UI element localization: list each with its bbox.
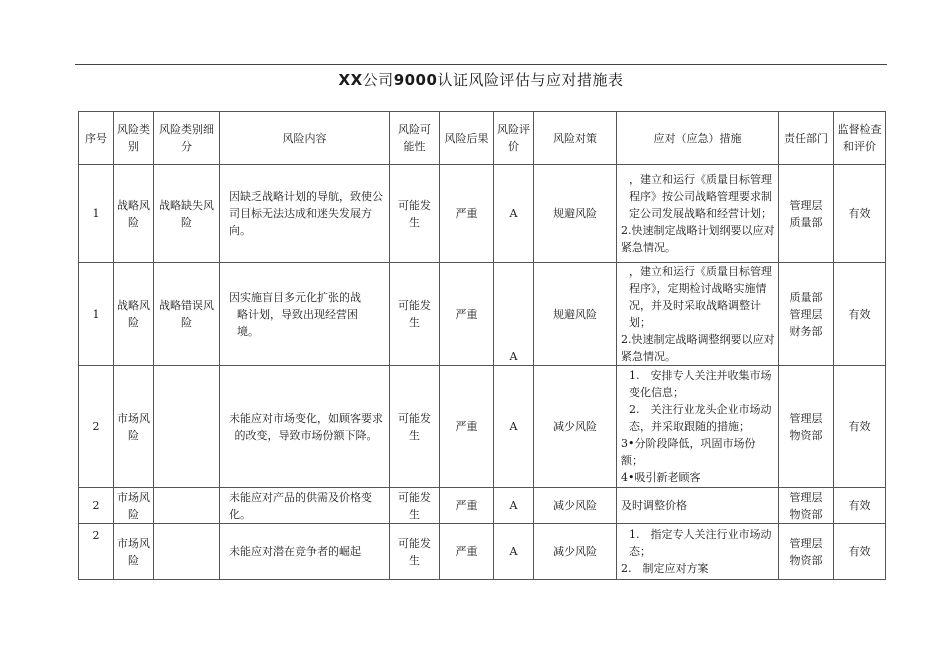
- cell-review: 有效: [834, 524, 886, 580]
- measure-line: 1. 安排专人关注并收集市场变化信息；: [629, 369, 772, 399]
- cell-measures: [617, 524, 779, 580]
- cell-dept: [779, 263, 834, 366]
- header-strategy: 风险对策: [534, 112, 617, 165]
- document-title: [75, 69, 887, 90]
- dept-line: 物资部: [789, 428, 823, 442]
- cell-content: 因缺乏战略计划的导航，致使公司目标无法达成和迷失发展方向。: [220, 165, 390, 263]
- cell-review: 有效: [834, 165, 886, 263]
- measure-line: 4•吸引新老顾客: [621, 471, 701, 484]
- table-row: [79, 263, 886, 366]
- cell-content: 未能应对产品的供需及价格变化。: [220, 488, 390, 524]
- header-rule: [75, 64, 887, 65]
- cell-subcategory: 战略错误风险: [154, 263, 220, 366]
- measure-line: ，建立和运行《质量目标管理程序》按公司战略管理要求制定公司发展战略和经营计划；: [629, 173, 772, 220]
- dept-line: 管理层: [789, 198, 823, 212]
- title-company: 公司: [362, 71, 394, 89]
- cell-seq: 2: [79, 488, 114, 524]
- measure-line: 2.快速制定战略调整纲要以应对紧急情况。: [621, 333, 775, 363]
- cell-consequence: 严重: [440, 524, 494, 580]
- cell-consequence: 严重: [440, 263, 494, 366]
- cell-review: 有效: [834, 366, 886, 488]
- dept-line: 管理层: [789, 307, 823, 321]
- cell-likelihood: 可能发生: [390, 488, 440, 524]
- cell-consequence: 严重: [440, 165, 494, 263]
- cell-measures: [617, 366, 779, 488]
- measure-line: 及时调整价格: [621, 499, 687, 512]
- dept-line: 管理层: [789, 490, 823, 504]
- cell-subcategory: [154, 488, 220, 524]
- measure-line: 2. 制定应对方案: [621, 562, 709, 575]
- cell-seq: 2: [79, 366, 114, 488]
- header-review: 监督检查和评价: [834, 112, 886, 165]
- content-line: 略计划，导致出现经营困: [237, 307, 358, 321]
- table-row: [79, 165, 886, 263]
- measure-line: ，建立和运行《质量目标管理程序》，定期检讨战略实施情况，并及时采取战略调整计划；: [629, 265, 772, 329]
- header-subcategory: 风险类别细分: [154, 112, 220, 165]
- dept-line: 质量部: [789, 290, 823, 304]
- cell-review: 有效: [834, 263, 886, 366]
- cell-strategy: 规避风险: [534, 165, 617, 263]
- cell-likelihood: 可能发生: [390, 366, 440, 488]
- header-consequence: 风险后果: [440, 112, 494, 165]
- cell-rating: A: [494, 263, 534, 366]
- cell-subcategory: [154, 524, 220, 580]
- cell-category: 市场风险: [114, 366, 154, 488]
- cell-dept: [779, 524, 834, 580]
- header-row: [79, 112, 886, 165]
- table-row: [79, 524, 886, 580]
- cell-consequence: 严重: [440, 366, 494, 488]
- measure-line: 1. 指定专人关注行业市场动态；: [629, 528, 772, 558]
- title-rest: 认证风险评估与应对措施表: [437, 71, 624, 89]
- measure-line: 2.快速制定战略计划纲要以应对紧急情况。: [621, 224, 775, 254]
- title-prefix: XX: [338, 71, 363, 89]
- measure-line: 2. 关注行业龙头企业市场动态，并采取跟随的措施；: [629, 403, 772, 433]
- content-line: 境。: [237, 324, 259, 338]
- cell-category: 战略风险: [114, 263, 154, 366]
- cell-rating: A: [494, 165, 534, 263]
- header-category: 风险类别: [114, 112, 154, 165]
- cell-measures: [617, 165, 779, 263]
- header-seq: 序号: [79, 112, 114, 165]
- header-content: 风险内容: [220, 112, 390, 165]
- header-rating: 风险评价: [494, 112, 534, 165]
- cell-strategy: 减少风险: [534, 488, 617, 524]
- cell-category: 市场风险: [114, 524, 154, 580]
- cell-rating: A: [494, 488, 534, 524]
- cell-dept: [779, 488, 834, 524]
- dept-line: 管理层: [789, 536, 823, 550]
- cell-measures: [617, 488, 779, 524]
- cell-consequence: 严重: [440, 488, 494, 524]
- cell-category: 战略风险: [114, 165, 154, 263]
- risk-assessment-table: [78, 111, 886, 580]
- cell-seq: 1: [79, 165, 114, 263]
- dept-line: 管理层: [789, 411, 823, 425]
- measure-line: 3•分阶段降低，巩固市场份额；: [621, 437, 756, 467]
- cell-dept: [779, 366, 834, 488]
- cell-likelihood: 可能发生: [390, 165, 440, 263]
- cell-rating: A: [494, 366, 534, 488]
- cell-strategy: 减少风险: [534, 524, 617, 580]
- cell-measures: [617, 263, 779, 366]
- cell-subcategory: [154, 366, 220, 488]
- dept-line: 物资部: [789, 507, 823, 521]
- table-row: [79, 366, 886, 488]
- cell-review: 有效: [834, 488, 886, 524]
- content-line: 因实施盲目多元化扩张的战: [229, 290, 361, 304]
- dept-line: 质量部: [789, 215, 823, 229]
- cell-likelihood: 可能发生: [390, 263, 440, 366]
- cell-seq: 1: [79, 263, 114, 366]
- title-standard-number: 9000: [393, 71, 438, 89]
- cell-rating: A: [494, 524, 534, 580]
- cell-content: 未能应对市场变化，如顾客要求的改变，导致市场份额下降。: [220, 366, 390, 488]
- cell-likelihood: 可能发生: [390, 524, 440, 580]
- dept-line: 财务部: [789, 324, 823, 338]
- header-dept: 责任部门: [779, 112, 834, 165]
- cell-dept: [779, 165, 834, 263]
- header-measures: 应对（应急）措施: [617, 112, 779, 165]
- cell-seq: 2: [79, 524, 114, 580]
- header-likelihood: 风险可能性: [390, 112, 440, 165]
- cell-content: [220, 263, 390, 366]
- table-row: [79, 488, 886, 524]
- dept-line: 物资部: [789, 553, 823, 567]
- cell-category: 市场风险: [114, 488, 154, 524]
- cell-content: 未能应对潜在竞争者的崛起: [220, 524, 390, 580]
- cell-strategy: 减少风险: [534, 366, 617, 488]
- cell-strategy: 规避风险: [534, 263, 617, 366]
- cell-subcategory: 战略缺失风险: [154, 165, 220, 263]
